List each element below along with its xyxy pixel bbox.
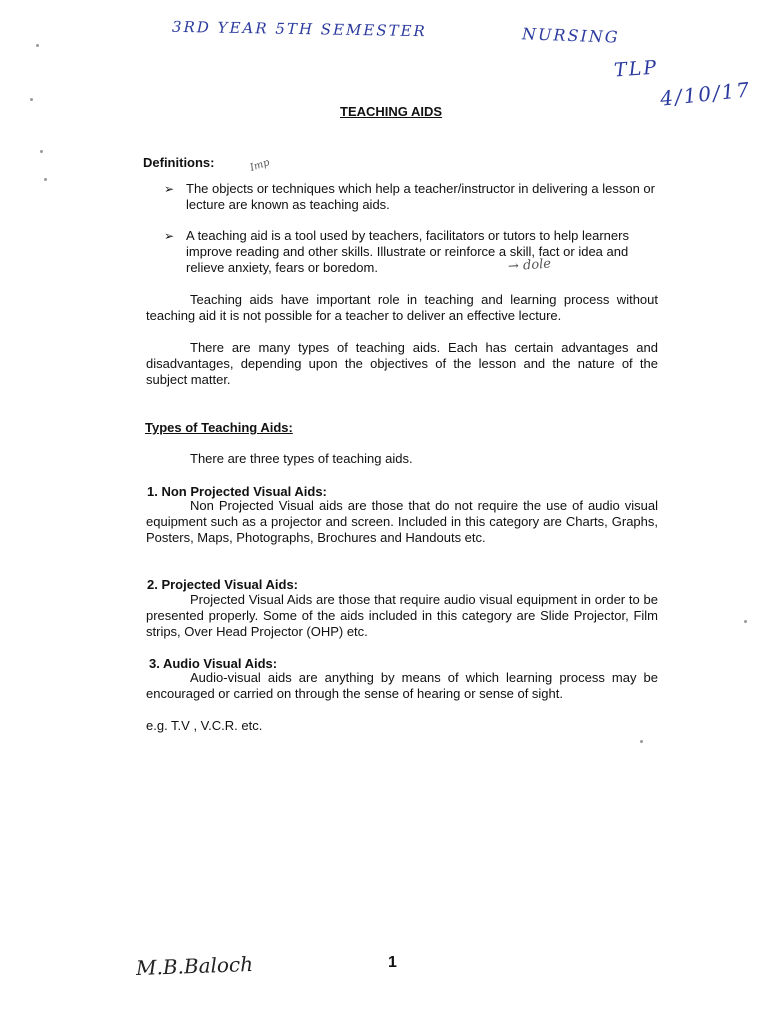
type-heading: 1. Non Projected Visual Aids: — [147, 484, 327, 499]
arrowhead-bullet-icon: ➢ — [164, 229, 175, 243]
handwritten-course: NURSING — [521, 24, 620, 47]
handwritten-tlp: TLP — [613, 56, 659, 82]
definition-item — [164, 181, 664, 213]
handwritten-date: 4/10/17 — [658, 77, 753, 111]
types-intro: There are three types of teaching aids. — [190, 451, 413, 466]
intro-paragraph-text: Teaching aids have important role in teaching and learning process without teaching aid it is not possible for a teacher to deliver an effective lecture. — [146, 292, 658, 323]
scan-speck — [640, 740, 643, 743]
types-heading: Types of Teaching Aids: — [145, 420, 293, 435]
type-body — [146, 592, 658, 640]
signature: M.B.Baloch — [135, 951, 254, 981]
type-heading: 3. Audio Visual Aids: — [149, 656, 278, 671]
definitions-heading: Definitions: — [143, 155, 215, 170]
arrowhead-bullet-icon: ➢ — [164, 182, 175, 196]
type-example: e.g. T.V , V.C.R. etc. — [146, 718, 263, 733]
page-number: 1 — [388, 954, 397, 971]
scan-speck — [40, 150, 43, 153]
page-title: TEACHING AIDS — [340, 104, 443, 119]
scan-speck — [744, 620, 747, 623]
type-body-text: Non Projected Visual aids are those that do not require the use of audio visual equipment such as a projector and screen. Included in this category are Charts, Graphs, Posters, Maps, Photographs, Brochures and Handouts etc. — [146, 498, 658, 545]
pencil-margin-note: Imp — [248, 157, 272, 174]
intro-paragraph — [146, 292, 658, 324]
handwritten-header: 3RD YEAR 5TH SEMESTER — [171, 17, 427, 41]
intro-paragraph-text: There are many types of teaching aids. Each has certain advantages and disadvantages, depending upon the objectives of the lesson and the nature of the subject matter. — [146, 340, 658, 387]
scan-speck — [30, 98, 33, 101]
type-body-text: Audio-visual aids are anything by means of which learning process may be encouraged or carried on through the sense of hearing or sense of sight. — [146, 670, 658, 701]
pencil-annotation: → dole — [507, 256, 552, 275]
intro-paragraph — [146, 340, 658, 388]
scan-speck — [36, 44, 39, 47]
type-body — [146, 670, 658, 702]
scan-speck — [44, 178, 47, 181]
type-body — [146, 498, 658, 546]
type-body-text: Projected Visual Aids are those that require audio visual equipment in order to be presented properly. Some of the aids included in this category are Slide Projector, Film strips, Over Head Projector (OHP) etc. — [146, 592, 658, 639]
type-heading: 2. Projected Visual Aids: — [147, 577, 298, 592]
definition-text: A teaching aid is a tool used by teachers, facilitators or tutors to help learners improve reading and other skills. Illustrate or reinforce a skill, fact or idea and relieve anxiety, fears or boredom. — [186, 228, 629, 275]
definition-item — [164, 228, 664, 276]
definition-text: The objects or techniques which help a teacher/instructor in delivering a lesson or lecture are known as teaching aids. — [186, 181, 655, 212]
